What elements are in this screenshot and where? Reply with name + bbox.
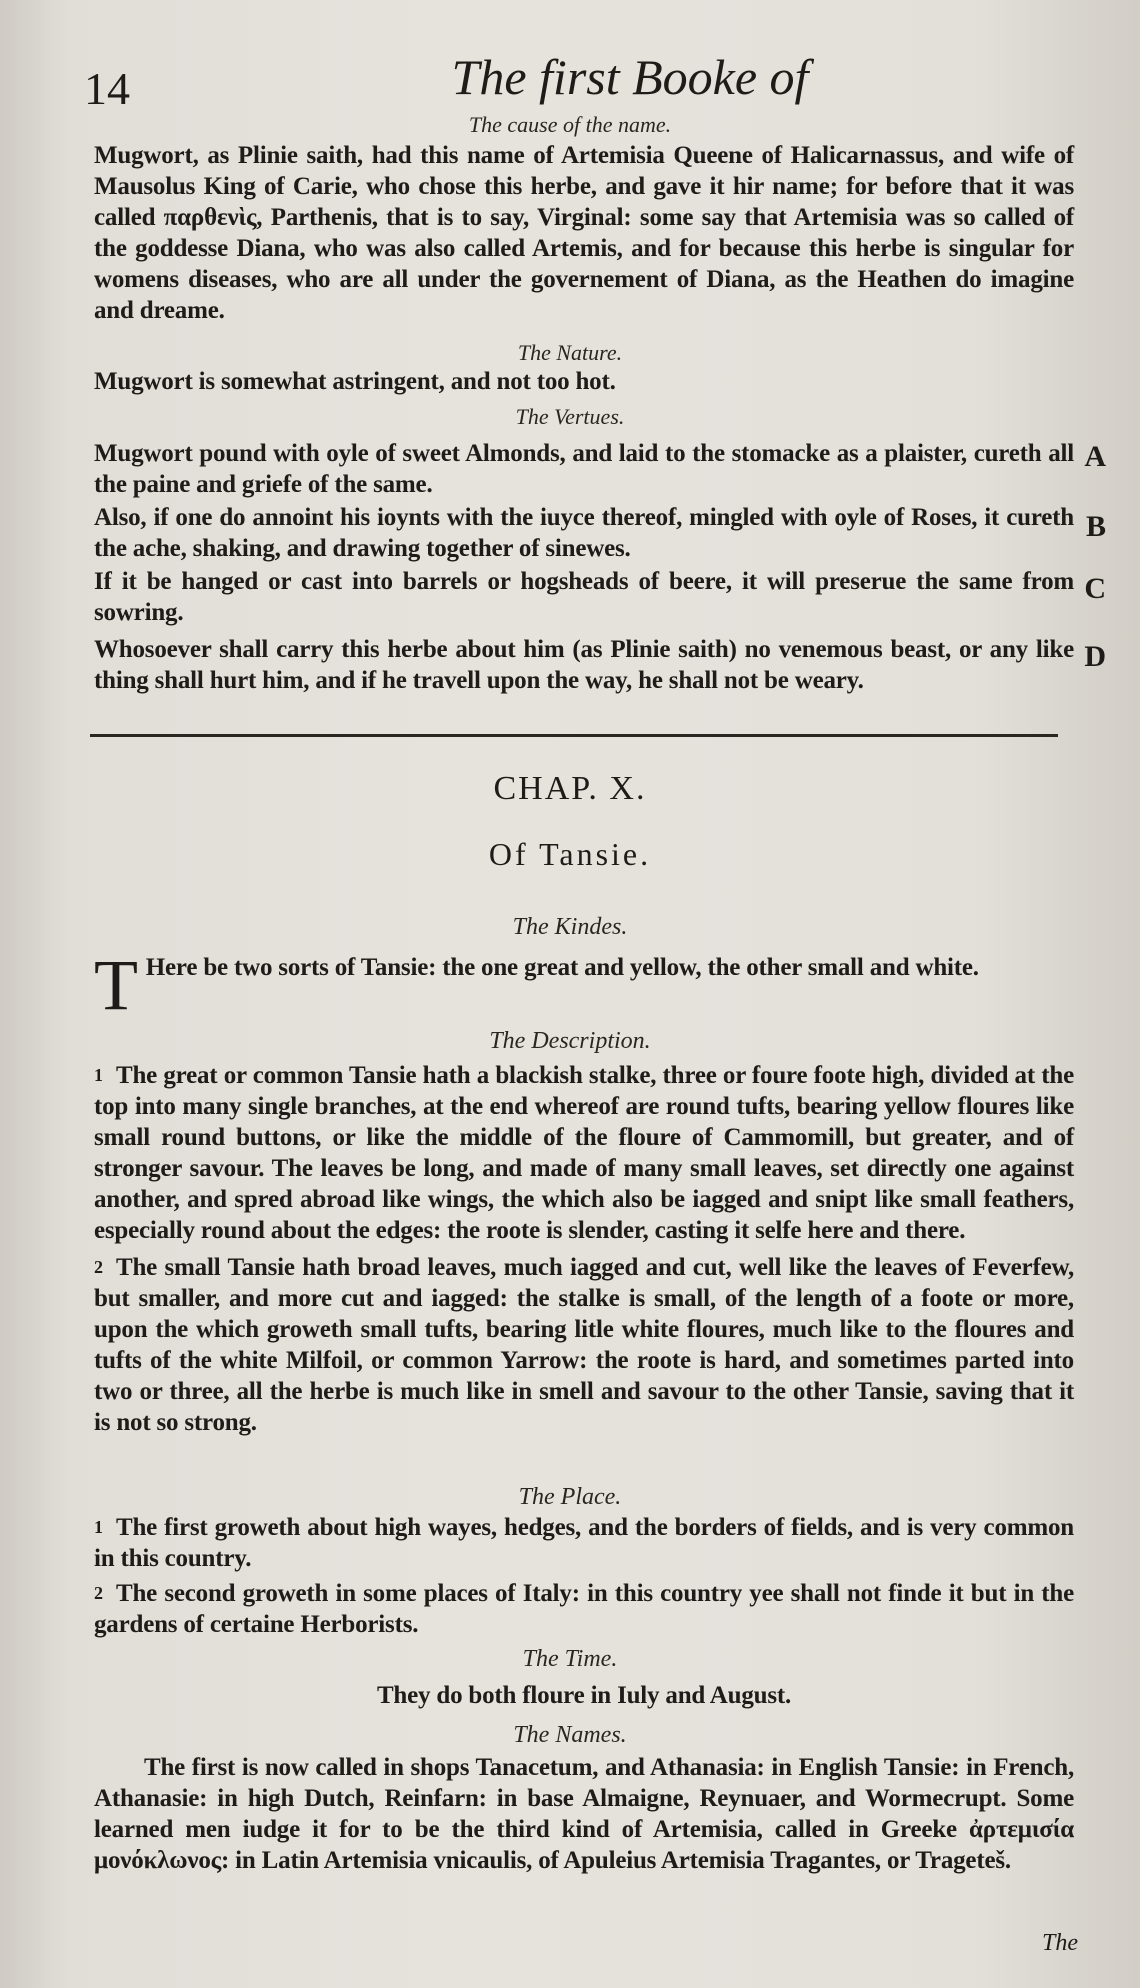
paragraph-vertue-b: Also, if one do annoint his ioynts with the iuyce thereof, mingled with oyle of Roses, it cureth the ache, shaking, and drawing together of sinewes.: [94, 504, 1074, 562]
paragraph-vertue-c: If it be hanged or cast into barrels or hogsheads of beere, it will preserue the same from sowring.: [94, 568, 1074, 626]
paragraph-kindes: [94, 945, 1074, 1025]
chapter-divider-rule: [90, 734, 1058, 737]
chapter-title: Of Tansie.: [488, 836, 652, 872]
place-1-text: The first groweth about high wayes, hedges, and the borders of fields, and is very common in this country.: [94, 1514, 1074, 1572]
page-number: 14: [84, 63, 130, 114]
paragraph-description-2: [94, 1252, 1074, 1438]
paragraph-vertue-a: Mugwort pound with oyle of sweet Almonds, and laid to the stomacke as a plaister, cureth all the paine and griefe of the same.: [94, 440, 1074, 498]
item-number: 2: [94, 1583, 103, 1603]
section-heading-vertues: The Vertues.: [515, 404, 625, 429]
kindes-text: Here be two sorts of Tansie: the one great and yellow, the other small and white.: [145, 954, 979, 981]
paragraph-names: The first is now called in shops Tanacetum, and Athanasia: in English Tansie: in French, Athanasie: in high Dutch, Reinfarn: in base Almaigne, Reynuaer, and Wormecrupt. Some learned men iudge it for to be the third kind of Artemisia, called in Greeke ἀρτεμισία μονόκλωνος: in Latin Artemisia vnicaulis, of Apuleius Artemisia Tragantes, or Trageteš.: [94, 1754, 1074, 1874]
section-heading-time: The Time.: [522, 1646, 618, 1672]
item-number: 1: [94, 1517, 103, 1537]
paragraph-place-1: [94, 1512, 1074, 1574]
section-heading-kindes: The Kindes.: [512, 914, 628, 940]
section-heading-cause-of-name: The cause of the name.: [468, 112, 672, 137]
description-1-text: The great or common Tansie hath a blackish stalke, three or foure foote high, divided at the top into many single branches, at the end whereof are round tufts, bearing yellow floures like small round buttons, or like the middle of the floure of Cammomill, but greater, and of stronger savour. The leaves be long, and made of many small leaves, set directly one against another, and spred abroad like wings, the which also be iagged and snipt like small feathers, especially round about the edges: the roote is slender, casting it selfe here and there.: [94, 1062, 1074, 1244]
paragraph-time: They do both floure in Iuly and August.: [376, 1682, 792, 1709]
margin-letter-c: C: [1084, 572, 1106, 605]
catchword: The: [1042, 1930, 1078, 1956]
paragraph-nature: Mugwort is somewhat astringent, and not too hot.: [94, 368, 616, 395]
running-head: The first Booke of: [451, 49, 809, 105]
item-number: 2: [94, 1257, 103, 1277]
paragraph-description-1: [94, 1060, 1074, 1246]
drop-cap: T: [94, 945, 138, 1025]
section-heading-names: The Names.: [513, 1722, 627, 1748]
paragraph-place-2: [94, 1578, 1074, 1640]
section-heading-description: The Description.: [489, 1028, 651, 1054]
paragraph-cause-of-name: Mugwort, as Plinie saith, had this name of Artemisia Queene of Halicarnassus, and wife of Mausolus King of Carie, who chose this herbe, and gave it hir name; for before that it was called παρθενὶς, Parthenis, that is to say, Virginal: some say that Artemisia was so called of the goddesse Diana, who was also called Artemis, and for because this herbe is singular for womens diseases, who are all under the governement of Diana, as the Heathen do imagine and dreame.: [94, 142, 1074, 324]
margin-letter-a: A: [1084, 440, 1106, 473]
description-2-text: The small Tansie hath broad leaves, much iagged and cut, well like the leaves of Feverfew, but smaller, and more cut and iagged: the stalke is small, of the length of a foote or more, upon the which groweth small tufts, bearing litle white floures, much like to the floures and tufts of the white Milfoil, or common Yarrow: the roote is hard, and sometimes parted into two or three, all the herbe is much like in smell and savour to the other Tansie, saving that it is not so strong.: [94, 1254, 1074, 1436]
margin-letter-d: D: [1084, 640, 1106, 673]
place-2-text: The second groweth in some places of Italy: in this country yee shall not finde it but in the gardens of certaine Herborists.: [94, 1580, 1074, 1638]
margin-letter-b: B: [1085, 510, 1106, 543]
chapter-number: CHAP. X.: [493, 770, 647, 807]
section-heading-nature: The Nature.: [517, 340, 623, 365]
paragraph-vertue-d: Whosoever shall carry this herbe about him (as Plinie saith) no venemous beast, or any like thing shall hurt him, and if he travell upon the way, he shall not be weary.: [94, 636, 1074, 694]
section-heading-place: The Place.: [518, 1484, 622, 1510]
item-number: 1: [94, 1065, 103, 1085]
